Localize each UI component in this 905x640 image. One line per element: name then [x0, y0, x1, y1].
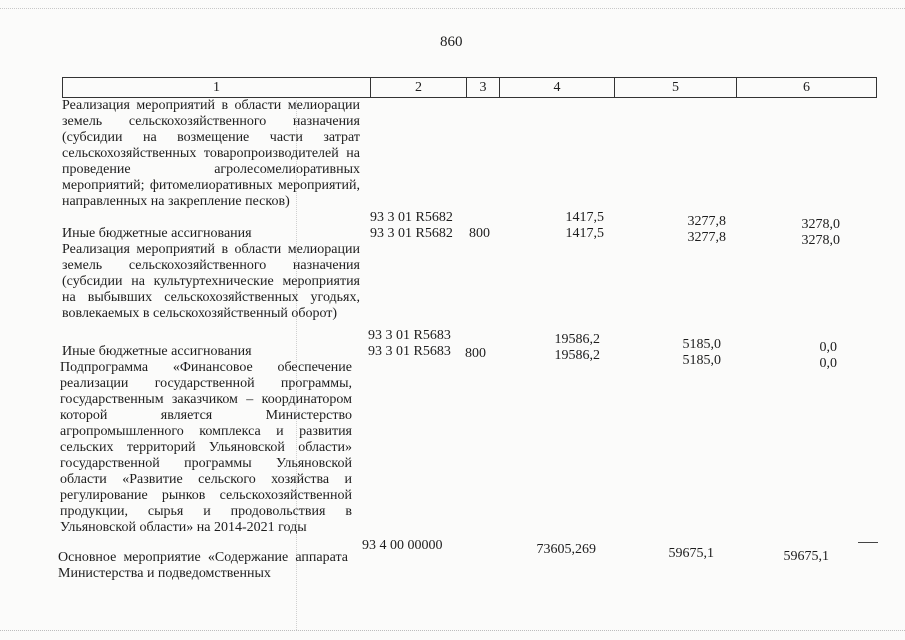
row-code: 93 4 00 00000 — [362, 538, 443, 553]
row-value-5: 5185,0 — [682, 353, 721, 368]
row-code: 93 3 01 R5682 — [370, 226, 453, 241]
scan-edge-top — [0, 8, 905, 10]
row-value-6: 0,0 — [819, 340, 837, 355]
row-value-4: 19586,2 — [554, 348, 600, 363]
row-code: 93 3 01 R5683 — [368, 344, 451, 359]
row-value-4: 1417,5 — [565, 226, 604, 241]
scan-edge-bottom — [0, 630, 905, 632]
row-value-5: 5185,0 — [682, 337, 721, 352]
row-value-5: 3277,8 — [687, 214, 726, 229]
row-value-4: 73605,269 — [536, 542, 596, 557]
row-vr: 800 — [469, 226, 490, 241]
row-description: Подпрограмма «Финансовое обеспечение реализации государственной программы, государственным заказчиком – координатором которой является Министерство агропромышленного комплекса и развития сельских территорий Ульяновской области» государственной программы Ульяновской области «Развитие сельского хозяйства и регулирование рынков сельскохозяйственной продукции, сырья и продовольствия в Ульяновской области» на 2014-2021 годы — [60, 360, 352, 535]
row-description: Реализация мероприятий в области мелиорации земель сельскохозяйственного назначения (субсидии на возмещение части затрат сельскохозяйственных товаропроизводителей на проведение агролесомелиоративных мероприятий; фитомелиоративных мероприятий, направленных на закрепление песков) — [62, 98, 360, 209]
header-col-4: 4 — [499, 78, 614, 97]
row-description: Иные бюджетные ассигнования — [62, 226, 252, 241]
header-col-2: 2 — [370, 78, 466, 97]
row-value-4: 1417,5 — [565, 210, 604, 225]
page-number: 860 — [440, 34, 463, 50]
row-value-6: 3278,0 — [801, 217, 840, 232]
table-header — [62, 77, 877, 98]
row-value-6: 0,0 — [819, 356, 837, 371]
row-description: Основное мероприятие «Содержание аппарата Министерства и подведомственных — [58, 550, 348, 581]
header-col-6: 6 — [736, 78, 876, 97]
row-description: Реализация мероприятий в области мелиорации земель сельскохозяйственного назначения (субсидии на культуртехнические мероприятия на выбывших сельскохозяйственных угодьях, вовлекаемых в сельскохозяйственный оборот) — [62, 242, 360, 321]
header-col-1: 1 — [213, 80, 220, 95]
row-value-4: 19586,2 — [554, 332, 600, 347]
row-code: 93 3 01 R5682 — [370, 210, 453, 225]
row-code: 93 3 01 R5683 — [368, 328, 451, 343]
row-vr: 800 — [465, 346, 486, 361]
row-description: Иные бюджетные ассигнования — [62, 344, 252, 359]
margin-dash — [858, 542, 878, 543]
row-value-6: 59675,1 — [783, 549, 829, 564]
row-value-5: 3277,8 — [687, 230, 726, 245]
header-col-3: 3 — [466, 78, 499, 97]
row-value-5: 59675,1 — [668, 546, 714, 561]
row-value-6: 3278,0 — [801, 233, 840, 248]
header-col-5: 5 — [614, 78, 736, 97]
